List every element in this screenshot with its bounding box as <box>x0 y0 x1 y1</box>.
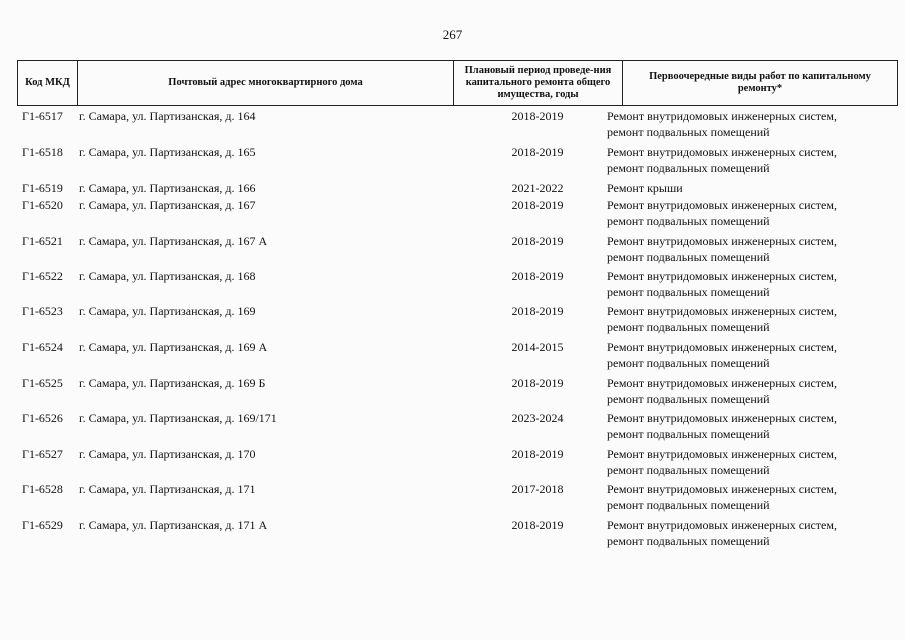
row-works-line: ремонт подвальных помещений <box>607 320 770 334</box>
row-period: 2023-2024 <box>511 411 564 425</box>
row-period: 2021-2022 <box>511 181 564 195</box>
row-works-line: ремонт подвальных помещений <box>607 534 770 548</box>
row-works-line: ремонт подвальных помещений <box>607 427 770 441</box>
row-code: Г1-6520 <box>22 198 63 212</box>
row-code: Г1-6526 <box>22 411 63 425</box>
row-code: Г1-6522 <box>22 269 63 283</box>
row-code: Г1-6517 <box>22 109 63 123</box>
header-address: Почтовый адрес многоквартирного дома <box>78 61 454 105</box>
row-address: г. Самара, ул. Партизанская, д. 169 А <box>79 340 268 354</box>
row-works-line: Ремонт внутридомовых инженерных систем, <box>607 198 837 212</box>
row-works-line: Ремонт внутридомовых инженерных систем, <box>607 269 837 283</box>
row-works-line: ремонт подвальных помещений <box>607 161 770 175</box>
row-address: г. Самара, ул. Партизанская, д. 169 <box>79 304 256 318</box>
row-address: г. Самара, ул. Партизанская, д. 165 <box>79 145 256 159</box>
row-works-line: ремонт подвальных помещений <box>607 498 770 512</box>
row-works-line: ремонт подвальных помещений <box>607 285 770 299</box>
row-works-line: ремонт подвальных помещений <box>607 214 770 228</box>
row-address: г. Самара, ул. Партизанская, д. 167 А <box>79 234 268 248</box>
row-period: 2018-2019 <box>511 145 564 159</box>
row-period: 2018-2019 <box>511 198 564 212</box>
row-period: 2018-2019 <box>511 304 564 318</box>
row-works <box>607 268 837 300</box>
row-works <box>607 446 837 478</box>
row-period: 2018-2019 <box>511 518 564 532</box>
row-code: Г1-6519 <box>22 181 63 195</box>
row-works-line: Ремонт крыши <box>607 181 683 195</box>
header-works: Первоочередные виды работ по капитальному ремонту* <box>649 71 871 94</box>
row-works-line: Ремонт внутридомовых инженерных систем, <box>607 304 837 318</box>
row-period: 2017-2018 <box>511 482 564 496</box>
table-header <box>17 60 898 106</box>
row-address: г. Самара, ул. Партизанская, д. 170 <box>79 447 256 461</box>
row-works-line: Ремонт внутридомовых инженерных систем, <box>607 518 837 532</box>
row-works-line: ремонт подвальных помещений <box>607 463 770 477</box>
row-works <box>607 339 837 371</box>
row-code: Г1-6527 <box>22 447 63 461</box>
row-address: г. Самара, ул. Партизанская, д. 171 <box>79 482 256 496</box>
row-period: 2014-2015 <box>511 340 564 354</box>
row-works-line: Ремонт внутридомовых инженерных систем, <box>607 376 837 390</box>
row-works-line: Ремонт внутридомовых инженерных систем, <box>607 109 837 123</box>
row-works <box>607 517 837 549</box>
row-works-line: ремонт подвальных помещений <box>607 125 770 139</box>
row-address: г. Самара, ул. Партизанская, д. 168 <box>79 269 256 283</box>
row-code: Г1-6523 <box>22 304 63 318</box>
row-works-line: ремонт подвальных помещений <box>607 250 770 264</box>
row-works <box>607 144 837 176</box>
row-code: Г1-6524 <box>22 340 63 354</box>
row-period: 2018-2019 <box>511 234 564 248</box>
row-code: Г1-6529 <box>22 518 63 532</box>
row-period: 2018-2019 <box>511 447 564 461</box>
row-works <box>607 108 837 140</box>
row-works <box>607 375 837 407</box>
row-code: Г1-6518 <box>22 145 63 159</box>
header-period: Плановый период проведе-ния капитального ремонта общего имущества, годы <box>454 61 623 105</box>
row-works-line: Ремонт внутридомовых инженерных систем, <box>607 340 837 354</box>
row-address: г. Самара, ул. Партизанская, д. 169/171 <box>79 411 277 425</box>
row-code: Г1-6521 <box>22 234 63 248</box>
row-works-line: Ремонт внутридомовых инженерных систем, <box>607 234 837 248</box>
row-works-line: Ремонт внутридомовых инженерных систем, <box>607 482 837 496</box>
row-address: г. Самара, ул. Партизанская, д. 169 Б <box>79 376 266 390</box>
row-address: г. Самара, ул. Партизанская, д. 171 А <box>79 518 268 532</box>
row-code: Г1-6528 <box>22 482 63 496</box>
row-code: Г1-6525 <box>22 376 63 390</box>
row-works-line: ремонт подвальных помещений <box>607 356 770 370</box>
row-period: 2018-2019 <box>511 109 564 123</box>
row-works <box>607 197 837 229</box>
row-works <box>607 303 837 335</box>
row-address: г. Самара, ул. Партизанская, д. 166 <box>79 181 256 195</box>
row-period: 2018-2019 <box>511 269 564 283</box>
row-works-line: Ремонт внутридомовых инженерных систем, <box>607 411 837 425</box>
row-period: 2018-2019 <box>511 376 564 390</box>
header-code: Код МКД <box>18 61 78 105</box>
row-works <box>607 481 837 513</box>
row-address: г. Самара, ул. Партизанская, д. 167 <box>79 198 256 212</box>
row-works <box>607 410 837 442</box>
page-number: 267 <box>442 27 463 42</box>
row-works-line: Ремонт внутридомовых инженерных систем, <box>607 447 837 461</box>
row-works <box>607 233 837 265</box>
row-address: г. Самара, ул. Партизанская, д. 164 <box>79 109 256 123</box>
row-works <box>607 180 683 196</box>
row-works-line: Ремонт внутридомовых инженерных систем, <box>607 145 837 159</box>
row-works-line: ремонт подвальных помещений <box>607 392 770 406</box>
